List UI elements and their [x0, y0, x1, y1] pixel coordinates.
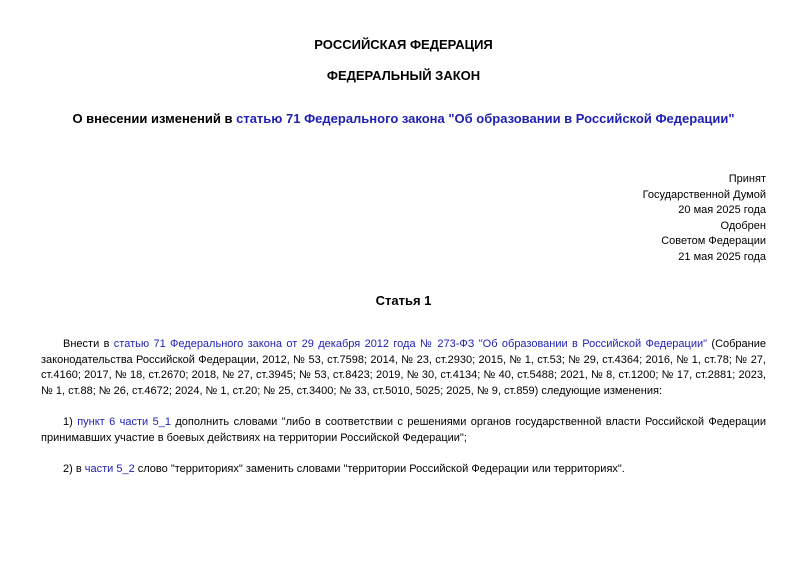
country-heading: РОССИЙСКАЯ ФЕДЕРАЦИЯ	[314, 37, 493, 52]
article-paragraph-item-1	[41, 415, 766, 446]
article-paragraph-item-2	[41, 462, 766, 478]
article-71-link[interactable]: статью 71 Федерального закона от 29 декабря 2012 года № 273-ФЗ "Об образовании в Российской Федерации"	[113, 338, 708, 350]
adoption-line-duma: Государственной Думой	[642, 188, 766, 201]
paragraph-intro-prefix: Внести в	[63, 338, 114, 350]
item-2-link[interactable]: части 5_2	[84, 463, 135, 475]
item-2-prefix: 2) в	[63, 463, 85, 475]
law-title-link[interactable]: статью 71 Федерального закона "Об образовании в Российской Федерации"	[236, 111, 735, 126]
adoption-line-duma-date: 20 мая 2025 года	[678, 204, 766, 216]
paragraph-intro-text: (Собрание законодательства Российской Федерации, 2012, № 53, ст.7598; 2014, № 23, ст.2930; 2015, № 1, ст.53; № 29, ст.4364; 2016, № 1, ст.78; № 27, ст.4160; 2017, № 18, ст.2670; 2018, № 27, ст.3945; № 53, ст.8423; 2019, № 30, ст.4134; № 40, ст.5488; 2021, № 8, ст.1200; № 17, ст.2881; 2023, № 1, ст.88; № 26, ст.4672; 2024, № 1, ст.20; № 25, ст.3400; № 33, ст.5010, 5025; 2025, № 9, ст.859) следующие изменения:	[41, 338, 767, 397]
adoption-line-accepted: Принят	[728, 173, 766, 185]
adoption-block	[643, 172, 766, 265]
article-heading: Статья 1	[375, 293, 432, 308]
adoption-line-council: Советом Федерации	[661, 235, 766, 247]
adoption-line-approved: Одобрен	[720, 219, 766, 232]
item-2-text: слово "территориях" заменить словами "территории Российской Федерации или территориях".	[134, 463, 625, 475]
item-1-prefix: 1)	[63, 416, 78, 428]
item-1-link[interactable]: пункт 6 части 5_1	[77, 416, 171, 428]
law-title	[0, 111, 807, 126]
law-title-prefix: О внесении изменений в	[72, 111, 237, 126]
item-1-text: дополнить словами "либо в соответствии с решениями органов государственной власти Российской Федерации принимавших участие в боевых действиях на территории Российской Федерации";	[41, 416, 766, 444]
adoption-line-council-date: 21 мая 2025 года	[678, 250, 766, 263]
document-type-heading: ФЕДЕРАЛЬНЫЙ ЗАКОН	[326, 68, 481, 83]
article-paragraph-intro	[41, 337, 766, 399]
